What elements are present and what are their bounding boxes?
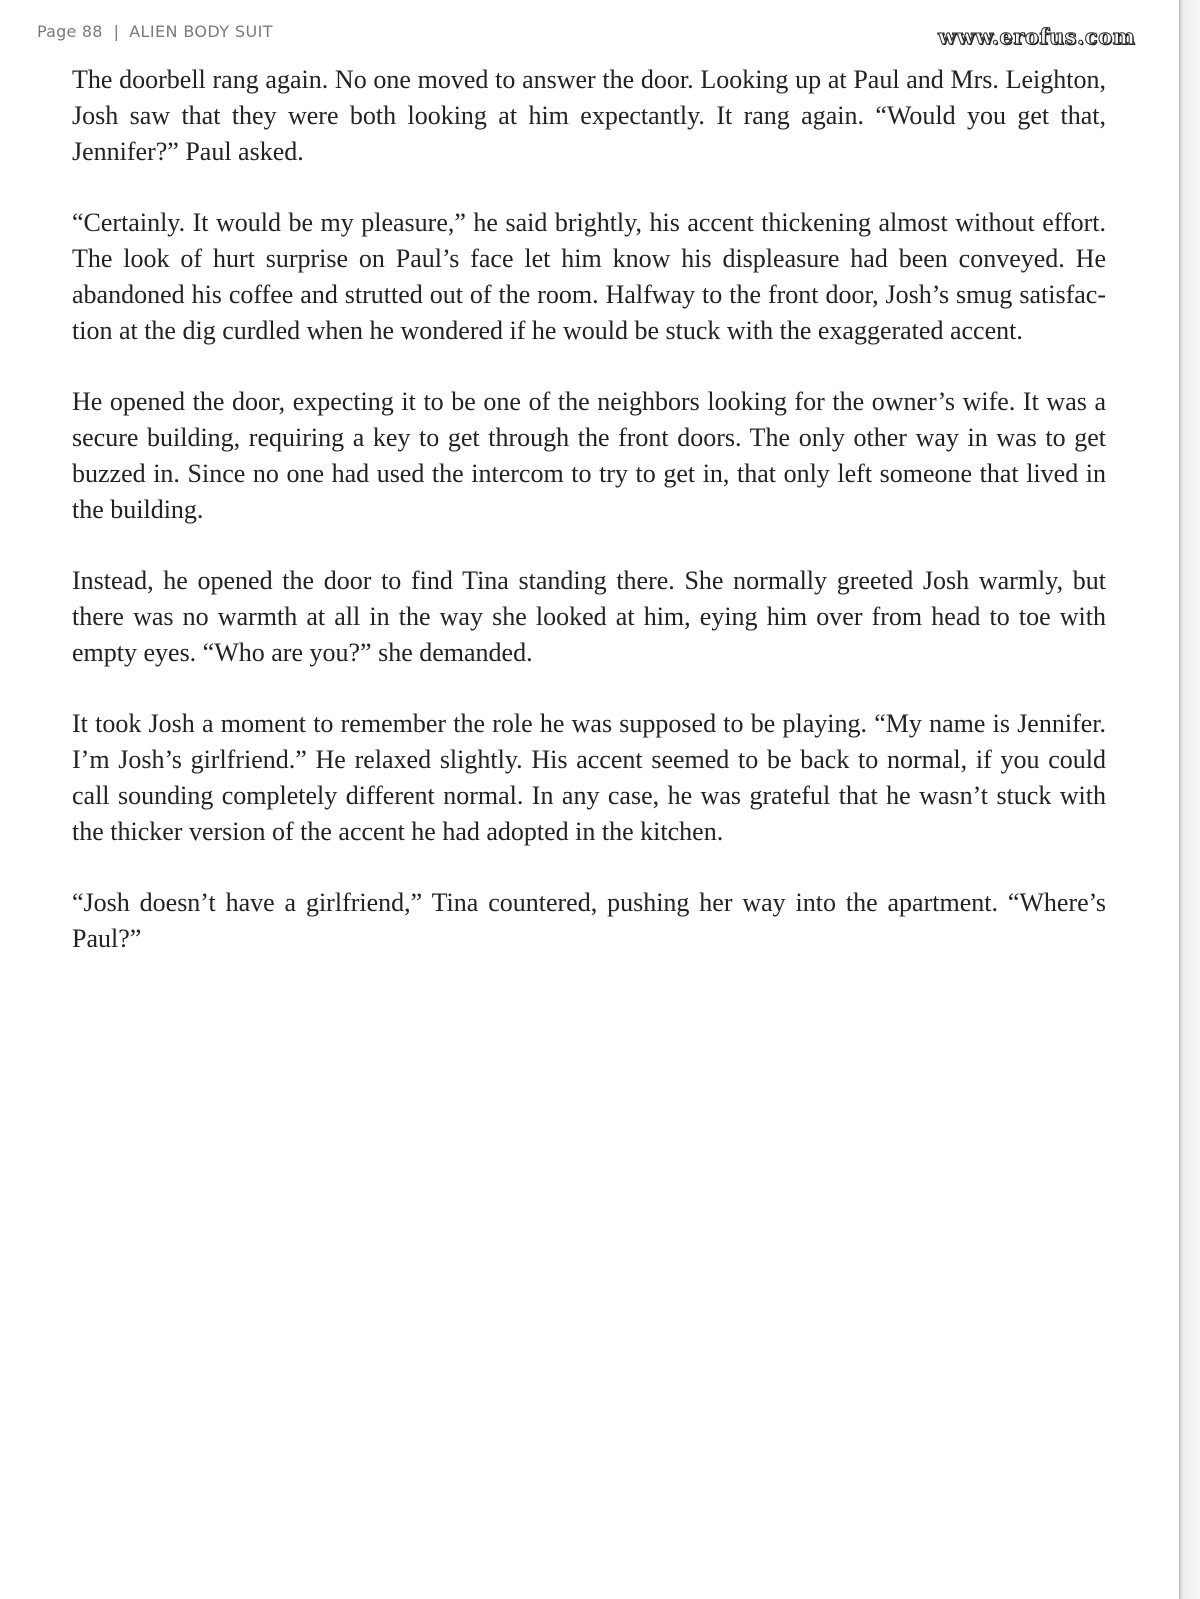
paragraph-3: He opened the door, expecting it to be one of the neighbors looking for the owner’s wife. It was a secure building, requiring a key to get through the front doors. The only other way in was to get buzzed in. Since no one had used the intercom to try to get in, that only left someone that lived in the building.	[72, 387, 1106, 524]
book-title: ALIEN BODY SUIT	[129, 21, 273, 41]
paragraph-1: The doorbell rang again. No one moved to answer the door. Looking up at Paul and Mrs. Leighton, Josh saw that they were both looking at him expectantly. It rang again. “Would you get that, Jennifer?” Paul asked.	[72, 65, 1106, 166]
page-body-text	[72, 62, 1106, 992]
page-edge-shadow	[1179, 0, 1200, 1599]
paragraph-4: Instead, he opened the door to find Tina standing there. She normally greeted Josh warmly, but there was no warmth at all in the way she looked at him, eying him over from head to toe with empty eyes. “Who are you?” she demanded.	[72, 566, 1106, 667]
paragraph-2: “Certainly. It would be my pleasure,” he said brightly, his accent thickening almost without effort. The look of hurt surprise on Paul’s face let him know his displeasure had been conveyed. He abandoned his coffee and strutted out of the room. Halfway to the front door, Josh’s smug satisfaction at the dig curdled when he wondered if he would be stuck with the exaggerated accent.	[72, 208, 1106, 345]
paragraph-5: It took Josh a moment to remember the role he was supposed to be playing. “My name is Jennifer. I’m Josh’s girlfriend.” He relaxed slightly. His accent seemed to be back to normal, if you could call sounding completely different normal. In any case, he was grateful that he wasn’t stuck with the thicker version of the accent he had adopted in the kitchen.	[72, 709, 1106, 846]
paragraph-6: “Josh doesn’t have a girlfriend,” Tina countered, pushing her way into the apartment. “Where’s Paul?”	[72, 888, 1106, 953]
page-number-label: Page 88	[37, 21, 103, 41]
running-header	[37, 20, 273, 42]
header-separator: |	[113, 21, 120, 41]
site-watermark: www.erofus.com	[938, 24, 1136, 49]
